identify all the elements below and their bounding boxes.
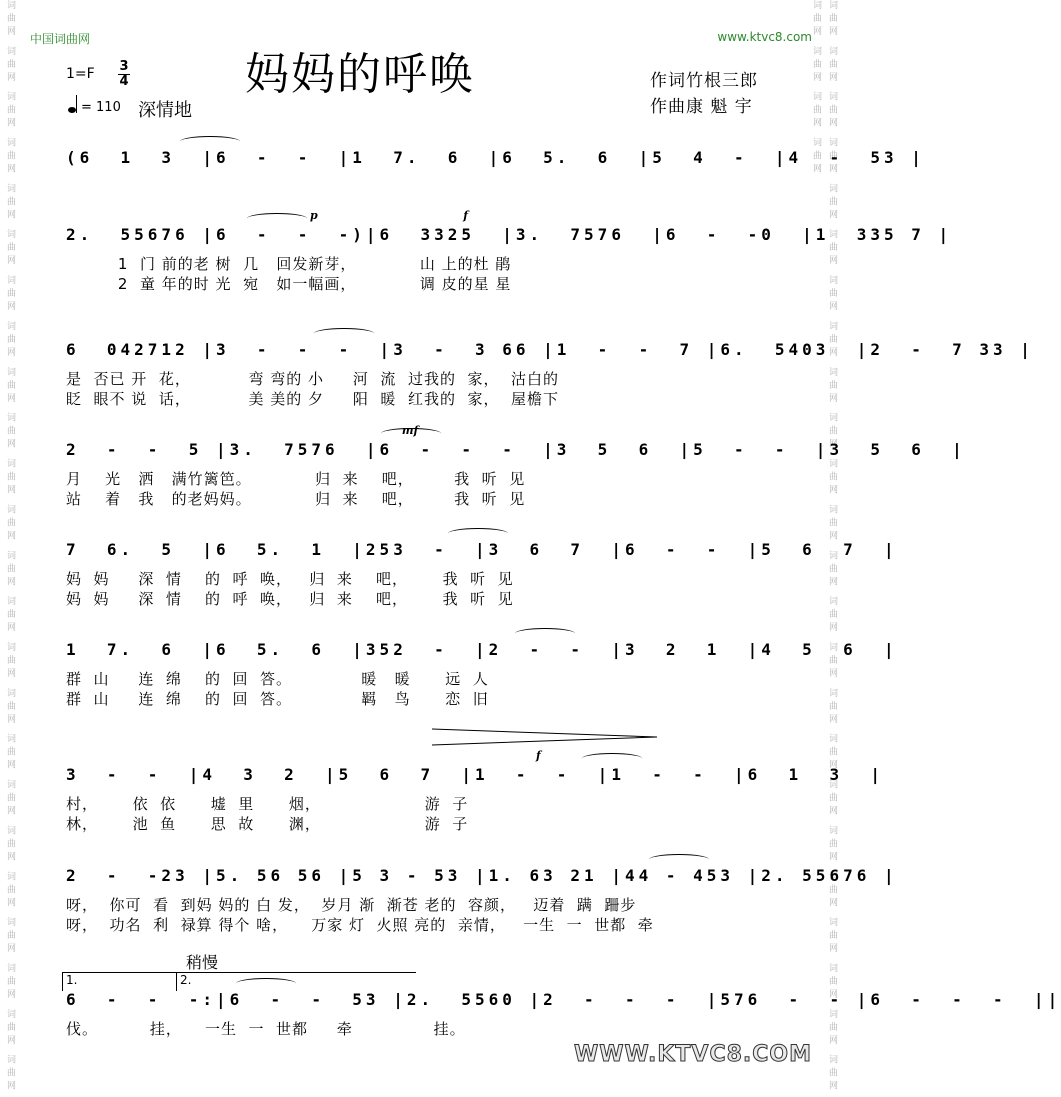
lyric-line: 是 否已 开 花， 弯 弯的 小 河 流 过我的 家， 沽白的 [66, 370, 560, 388]
slur-mark [515, 628, 575, 639]
decrescendo-hairpin [432, 725, 662, 749]
site-logo: WWW.KTVC8.COM [574, 1042, 812, 1067]
jianpu-notes: 3 - - |4 3 2 |5 6 7 |1 - - |1 - - |6 1 3 | [66, 765, 884, 784]
slur-mark [582, 753, 642, 764]
tempo-value: = 110 [81, 100, 121, 115]
lyric-line: 眨 眼不 说 话， 美 美的 夕 阳 暖 红我的 家， 屋檐下 [66, 390, 560, 408]
lyric-line: 伐。 挂， 一生 一 世都 牵 挂。 [66, 1020, 466, 1038]
slur-mark [448, 528, 508, 539]
lyric-line: 妈 妈 深 情 的 呼 唤， 归 来 吧， 我 听 见 [66, 570, 514, 588]
jianpu-notes: 7 6. 5 |6 5. 1 |253 - |3 6 7 |6 - - |5 6 7 | [66, 540, 898, 559]
lyric-line: 呀， 功名 利 禄算 得个 啥， 万家 灯 火照 亮的 亲情， 一生 一 世都 牵 [66, 916, 654, 934]
jianpu-notes: 1 7. 6 |6 5. 6 |352 - |2 - - |3 2 1 |4 5 6 | [66, 640, 898, 659]
slur-mark [381, 428, 441, 439]
jianpu-notes: 2. 55676 |6 - - -)|6 3325 |3. 7576 |6 - -0 |1 335 7 | [66, 225, 953, 244]
lyric-line: 月 光 洒 满竹篱笆。 归 来 吧， 我 听 见 [66, 470, 526, 488]
lyric-line: 站 着 我 的老妈妈。 归 来 吧， 我 听 见 [66, 490, 526, 508]
jianpu-notes: 2 - - 5 |3. 7576 |6 - - - |3 5 6 |5 - - |3 5 6 | [66, 440, 966, 459]
meter-bottom: 4 [119, 74, 129, 89]
site-name[interactable]: 中国词曲网 [30, 32, 91, 46]
lyric-line: 村， 依 依 墟 里 烟， 游 子 [66, 795, 469, 813]
tempo-change-marking: 稍慢 [186, 953, 219, 972]
lyricist-credit: 作词竹根三郎 [650, 71, 758, 91]
jianpu-notes: 6 042712 |3 - - - |3 - 3 66 |1 - - 7 |6. 5403 |2 - 7 33 | [66, 340, 1034, 359]
dynamics-marking: f [310, 749, 541, 762]
meter-top: 3 [119, 59, 129, 74]
lyric-line: 群 山 连 绵 的 回 答。 暖 暖 远 人 [66, 670, 489, 688]
time-signature [118, 60, 130, 89]
dynamics-marking: mf [310, 424, 419, 437]
site-url[interactable]: www.ktvc8.com [717, 30, 812, 44]
watermark-right: 词曲网 词曲网 词曲网 词曲网 词曲网 词曲网 词曲网 词曲网 词曲网 词曲网 词曲网 词曲网 词曲网 词曲网 词曲网 词曲网 词曲网 词曲网 词曲网 词曲网 词曲网 词曲网 词曲网 词曲网 词曲网 词曲网 词曲网 词曲网 [811, 0, 837, 1094]
slur-mark [649, 854, 709, 865]
tempo-marking [68, 95, 121, 115]
composer-credit: 作曲康 魁 宇 [650, 97, 753, 117]
watermark-left: 词曲网 词曲网 词曲网 词曲网 词曲网 词曲网 词曲网 词曲网 词曲网 词曲网 词曲网 词曲网 词曲网 词曲网 词曲网 词曲网 词曲网 词曲网 词曲网 词曲网 词曲网 词曲网 词曲网 词曲网 [5, 0, 15, 1094]
lyric-line: 1 门 前的老 树 几 回发新芽， 山 上的杜 鹃 [66, 255, 512, 273]
second-ending-bracket: 2. [176, 972, 416, 991]
slur-mark [247, 213, 307, 224]
key-signature: 1=F [66, 66, 95, 82]
note-stem [76, 95, 77, 113]
lyric-line: 群 山 连 绵 的 回 答。 羁 鸟 恋 旧 [66, 690, 489, 708]
lyric-line: 2 童 年的时 光 宛 如一幅画， 调 皮的星 星 [66, 275, 512, 293]
jianpu-notes: 6 - - -:|6 - - 53 |2. 5560 |2 - - - |576 - - |6 - - - || [66, 990, 1061, 1009]
quarter-note-icon [68, 107, 76, 113]
jianpu-notes: 2 - -23 |5. 56 56 |5 3 - 53 |1. 63 21 |44 - 453 |2. 55676 | [66, 866, 898, 885]
slur-mark [180, 136, 240, 147]
jianpu-notes: (6 1 3 |6 - - |1 7. 6 |6 5. 6 |5 4 - |4 - 53 | [66, 148, 925, 167]
song-title: 妈妈的呼唤 [245, 49, 475, 100]
slur-mark [314, 328, 374, 339]
dynamics-marking: p f [310, 209, 468, 222]
lyric-line: 呀， 你可 看 到妈 妈的 白 发， 岁月 渐 渐苍 老的 容颜， 迈着 蹒 跚步 [66, 896, 637, 914]
first-ending-bracket: 1. [62, 972, 176, 991]
lyric-line: 林， 池 鱼 思 故 渊， 游 子 [66, 815, 469, 833]
lyric-line: 妈 妈 深 情 的 呼 唤， 归 来 吧， 我 听 见 [66, 590, 514, 608]
expression-marking: 深情地 [138, 100, 192, 121]
